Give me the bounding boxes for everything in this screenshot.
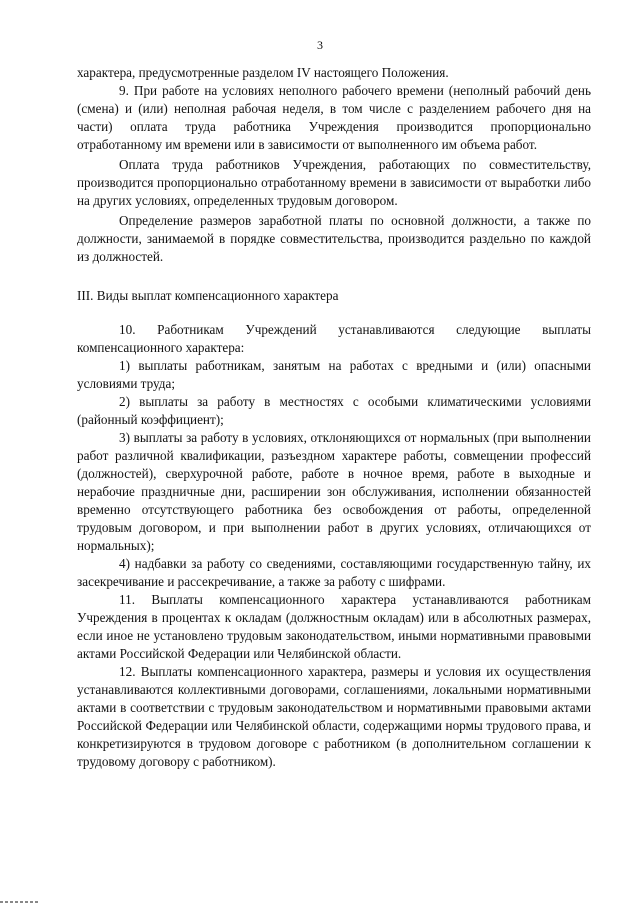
- list-item-3: 3) выплаты за работу в условиях, отклоняющихся от нормальных (при выполнении работ различной квалификации, разъездном характере работы, совмещении профессий (должностей), сверхурочной работе, работе в ночное время, работе в выходные и нерабочие праздничные дни, расширении зон обслуживания, исполнении обязанностей временно отсутствующего работника без освобождения от работы, определенной трудовым договором, и при выполнении работ в других условиях, отличающихся от нормальных);: [77, 430, 591, 553]
- page-number: 3: [317, 38, 323, 52]
- list-item-4: 4) надбавки за работу со сведениями, составляющими государственную тайну, их засекречивание и рассекречивание, а также за работу с шифрами.: [77, 556, 591, 589]
- section-heading: III. Виды выплат компенсационного характера: [77, 288, 339, 303]
- document-body: [77, 64, 591, 771]
- list-item-2: 2) выплаты за работу в местностях с особыми климатическими условиями (районный коэффициент);: [77, 394, 591, 427]
- paragraph-continuation: характера, предусмотренные разделом IV настоящего Положения.: [77, 65, 449, 80]
- paragraph-9: 9. При работе на условиях неполного рабочего времени (неполный рабочий день (смена) и (или) неполная рабочая неделя, в том числе с разделением рабочего дня на части) оплата труда работника Учреждения производится пропорционально отработанному им времени или в зависимости от выполненного им объема работ.: [77, 83, 591, 152]
- paragraph-9-salary: Определение размеров заработной платы по основной должности, а также по должности, занимаемой в порядке совместительства, производится раздельно по каждой из должностей.: [77, 213, 591, 264]
- paragraph-11: 11. Выплаты компенсационного характера устанавливаются работникам Учреждения в процентах к окладам (должностным окладам) или в абсолютных размерах, если иное не установлено трудовым законодательством, иными нормативными правовыми актами Российской Федерации или Челябинской области.: [77, 592, 591, 661]
- list-item-1: 1) выплаты работникам, занятым на работах с вредными и (или) опасными условиями труда;: [77, 358, 591, 391]
- paragraph-10: 10. Работникам Учреждений устанавливаются следующие выплаты компенсационного характера:: [77, 322, 591, 355]
- paragraph-9-part-time: Оплата труда работников Учреждения, работающих по совместительству, производится пропорционально отработанному времени в зависимости от выработки либо на других условиях, определенных трудовым договором.: [77, 157, 591, 208]
- paragraph-12: 12. Выплаты компенсационного характера, размеры и условия их осуществления устанавливаются коллективными договорами, соглашениями, локальными нормативными актами в соответствии с трудовым законодательством и нормативными правовыми актами Российской Федерации или Челябинской области, содержащими нормы трудового права, и конкретизируются в трудовом договоре с работником (в дополнительном соглашении к трудовому договору с работником).: [77, 664, 591, 769]
- scan-edge-mark: [0, 901, 40, 903]
